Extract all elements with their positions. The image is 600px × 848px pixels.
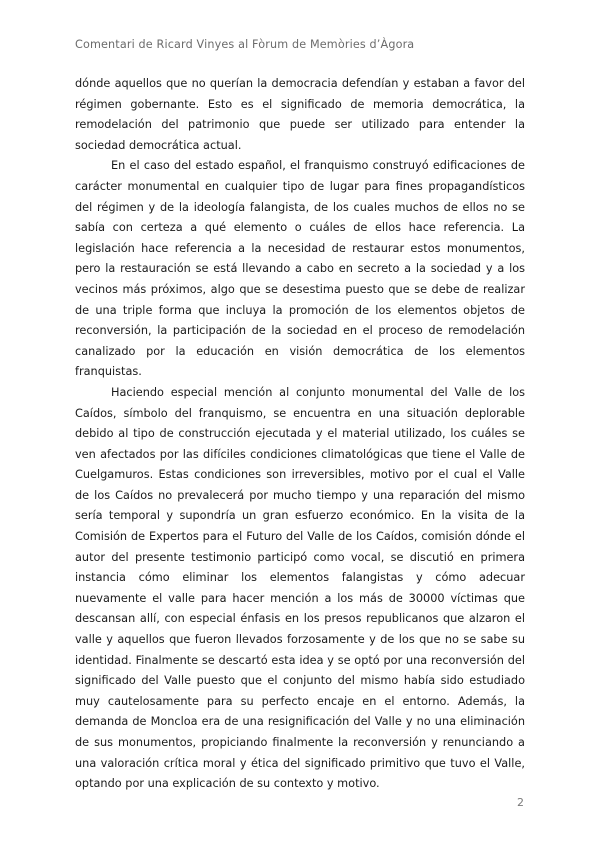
body-text	[75, 74, 525, 795]
paragraph-franquismo-monuments: En el caso del estado español, el franquismo construyó edificaciones de carácter monumental en cualquier tipo de lugar para fines propagandísticos del régimen y de la ideología falangista, de los cuales muchos de ellos no se sabía con certeza a qué elemento o cuáles de ellos hace referencia. La legislación hace referencia a la necesidad de restaurar estos monumentos, pero la restauración se está llevando a cabo en secreto a la sociedad y a los vecinos más próximos, algo que se desestima puesto que se debe de realizar de una triple forma que incluya la promoción de los elementos objetos de reconversión, la participación de la sociedad en el proceso de remodelación canalizado por la educación en visión democrática de los elementos franquistas.	[75, 159, 525, 379]
running-header: Comentari de Ricard Vinyes al Fòrum de Memòries d’Àgora	[75, 38, 415, 51]
paragraph-continuation: dónde aquellos que no querían la democracia defendían y estaban a favor del régimen gobernante. Esto es el significado de memoria democrática, la remodelación del patrimonio que puede ser utilizado para entender la sociedad democrática actual.	[75, 77, 525, 152]
page-number: 2	[517, 796, 524, 809]
paragraph-valle-de-los-caidos: Haciendo especial mención al conjunto monumental del Valle de los Caídos, símbolo del franquismo, se encuentra en una situación deplorable debido al tipo de construcción ejecutada y el material utilizado, los cuáles se ven afectados por las difíciles condiciones climatológicas que tiene el Valle de Cuelgamuros. Estas condiciones son irreversibles, motivo por el cual el Valle de los Caídos no prevalecerá por mucho tiempo y una reparación del mismo sería temporal y supondría un gran esfuerzo económico. En la visita de la Comisión de Expertos para el Futuro del Valle de los Caídos, comisión dónde el autor del presente testimonio participó como vocal, se discutió en primera instancia cómo eliminar los elementos falangistas y cómo adecuar nuevamente el valle para hacer mención a los más de 30000 víctimas que descansan allí, con especial énfasis en los presos republicanos que alzaron el valle y aquellos que fueron llevados forzosamente y de los que no se sabe su identidad. Finalmente se descartó esta idea y se optó por una reconversión del significado del Valle puesto que el conjunto del mismo había sido estudiado muy cautelosamente para su perfecto encaje en el entorno. Además, la demanda de Moncloa era de una resignificación del Valle y no una eliminación de sus monumentos, propiciando finalmente la reconversión y renunciando a una valoración crítica moral y ética del significado primitivo que tuvo el Valle, optando por una explicación de su contexto y motivo.	[75, 385, 525, 791]
